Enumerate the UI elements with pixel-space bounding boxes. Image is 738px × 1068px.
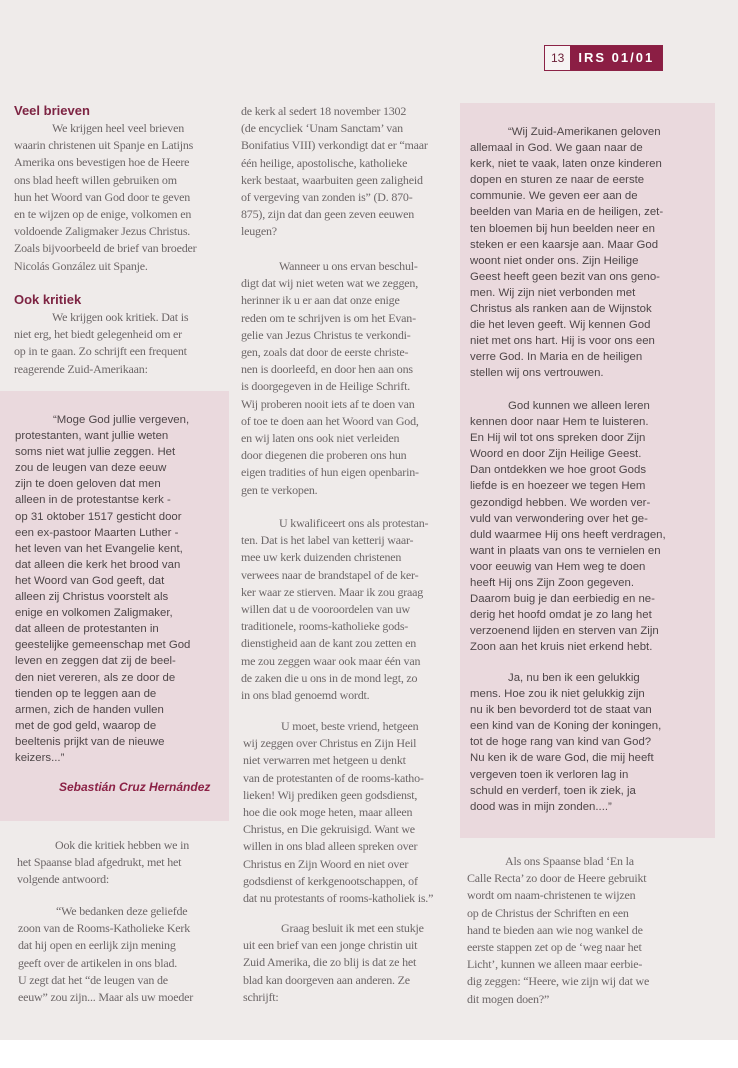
text-line: het Spaanse blad afgedrukt, met het: [17, 855, 182, 870]
text-line: “We bedanken deze geliefde: [56, 904, 188, 918]
text-line: Christus als ranken aan de Wijnstok: [470, 303, 652, 316]
text-line: “Wij Zuid-Amerikanen geloven: [508, 126, 661, 138]
text-line: armen, zich de handen vullen: [15, 703, 164, 716]
letter-quote: [470, 670, 661, 815]
text-line: heeft Hij ons Zijn Zoon gegeven.: [470, 577, 634, 590]
text-line: “Moge God jullie vergeven,: [53, 414, 190, 426]
text-line: ker waar ze stierven. Maar ik zou graag: [241, 584, 424, 599]
text-line: kerk, niet te vaak, laten onze kinderen: [470, 158, 662, 171]
text-line: mens. Hoe zou ik niet gelukkig zijn: [470, 688, 645, 701]
text-line: gezondigd hebben. We worden ver-: [470, 496, 651, 509]
text-line: Als ons Spaanse blad ‘En la: [505, 854, 634, 868]
text-line: waarin christenen uit Spanje en Latijns: [14, 138, 194, 153]
text-line: allemaal in God. We gaan naar de: [470, 142, 643, 155]
text-line: dopen en sturen ze naar de eerste: [470, 174, 645, 187]
text-line: want in plaats van ons te vernielen en: [470, 544, 661, 557]
text-line: kerk bestaat, waarbuiten geen zaligheid: [241, 172, 423, 187]
text-line: één heilige, apostolische, katholieke: [241, 155, 408, 170]
text-line: Dan ontdekken we hoe groot Gods: [470, 464, 647, 477]
text-line: op in te gaan. Zo schrijft een frequent: [14, 344, 187, 359]
text-line: U moet, beste vriend, hetgeen: [281, 719, 419, 733]
text-line: me zou zeggen waar ook maar één van: [241, 653, 421, 668]
letter-quote: [470, 398, 666, 656]
text-line: U zegt dat het “de leugen van de: [18, 972, 168, 987]
text-line: of vergeving van zonden is” (D. 870-: [241, 190, 413, 205]
text-line: woont niet onder ons. Zijn Heilige: [470, 254, 639, 267]
text-line: Woord en door Zijn Heilige Geest.: [470, 448, 642, 461]
text-line: protestanten, want jullie weten: [15, 430, 169, 443]
text-line: Amerika ons bevestigen hoe de Heere: [14, 155, 190, 170]
text-line: een ex-pastoor Maarten Luther -: [15, 526, 179, 539]
paragraph: [243, 920, 424, 1006]
text-line: zou de leugen van deze eeuw: [15, 462, 167, 475]
text-line: in ons blad genoemd wordt.: [241, 688, 370, 703]
text-line: keizers...”: [15, 751, 65, 764]
text-line: tienden op te leggen aan de: [15, 687, 157, 700]
text-line: gen, zoals dat door de eerste christe-: [241, 345, 409, 360]
text-line: We krijgen heel veel brieven: [52, 121, 185, 135]
letter-quote: [470, 124, 663, 382]
text-line: wordt om naam-christenen te wijzen: [467, 888, 636, 903]
text-line: schrijft:: [243, 989, 279, 1004]
text-line: eerste stappen zet op de ‘weg naar het: [467, 940, 642, 955]
text-line: Licht’, kunnen we alleen maar eerbie-: [467, 957, 643, 972]
page-number: 13: [545, 46, 570, 70]
text-line: Geest heeft geen bezit van ons geno-: [470, 270, 660, 283]
text-line: communie. We geven eer aan de: [470, 190, 638, 203]
text-line: volgende antwoord:: [17, 872, 110, 887]
text-line: U kwalificeert ons als protestan-: [279, 516, 429, 530]
text-line: Graag besluit ik met een stukje: [281, 921, 424, 935]
text-line: enige en volkomen Zaligmaker,: [15, 607, 173, 620]
text-line: niet verwarren met hetgeen u denkt: [243, 753, 406, 768]
text-line: reagerende Zuid-Amerikaan:: [14, 361, 148, 376]
text-line: God kunnen we alleen leren: [508, 400, 650, 412]
heading-veel-brieven: Veel brieven: [14, 103, 90, 118]
text-line: reden om te schrijven is om het Evan-: [241, 310, 416, 325]
text-line: de zaken die u ons in de mond legt, zo: [241, 670, 418, 685]
text-line: Ook die kritiek hebben we in: [55, 838, 190, 852]
text-line: mee uw kerk duizenden christenen: [241, 550, 402, 565]
text-line: Christus, en Die gekruisigd. Want we: [243, 822, 415, 837]
text-line: steken er een kaarsje aan. Maar God: [470, 238, 659, 251]
text-line: men. Wij zijn niet verbonden met: [470, 286, 636, 299]
text-line: godsdienst of kerkgenootschappen, of: [243, 873, 418, 888]
text-line: zoon van de Rooms-Katholieke Kerk: [18, 921, 191, 936]
text-line: en wij laten ons ook niet verleiden: [241, 431, 400, 446]
text-line: lieken! Wij prediken geen godsdienst,: [243, 787, 418, 802]
paragraph: [241, 515, 428, 704]
text-line: met de god geld, waarop de: [15, 719, 157, 732]
text-line: vuld van verwondering over het ge-: [470, 512, 648, 525]
text-line: verzoenend lijden en sterven van Zijn: [470, 625, 659, 638]
text-line: alleen zij Christus voorstelt als: [15, 591, 169, 604]
text-line: een kind van de Koning der koningen,: [470, 720, 662, 733]
text-line: dig zeggen: “Heere, wie zijn wij dat we: [467, 974, 650, 989]
text-line: is doorgegeven in de Heilige Schrift.: [241, 379, 411, 394]
text-line: nu ik ben bevorderd tot de staat van: [470, 704, 652, 717]
text-line: de kerk al sedert 18 november 1302: [241, 104, 407, 118]
text-line: digt dat wij niet weten wat we zeggen,: [241, 276, 419, 291]
text-line: dienstigheid aan de kant zou zetten en: [241, 636, 416, 651]
text-line: traditionele, rooms-katholieke gods-: [241, 619, 409, 634]
text-line: uit een brief van een jonge christin uit: [243, 938, 418, 953]
text-line: ten bloemen bij hun beelden neer en: [470, 222, 655, 235]
text-line: blad kan doorgeven aan anderen. Ze: [243, 972, 410, 987]
text-line: (de encycliek ‘Unam Sanctam’ van: [241, 121, 403, 136]
text-line: eigen tradities of hun eigen openbarin-: [241, 465, 419, 480]
text-line: dat hij open en eerlijk zijn mening: [18, 938, 176, 953]
text-line: geeft over de artikelen in ons blad.: [18, 955, 178, 970]
text-line: herinner ik u er aan dat onze enige: [241, 293, 400, 308]
text-line: en te wijzen op de enige, volkomen en: [14, 207, 192, 222]
heading-ook-kritiek: Ook kritiek: [14, 292, 82, 307]
reader-quote: [15, 412, 190, 766]
text-line: beeltenis prijkt van de nieuwe: [15, 735, 165, 748]
text-line: tot de hoge rang van kind van God?: [470, 736, 652, 749]
text-line: het leven van het Evangelie kent,: [15, 542, 183, 555]
text-line: hand te bieden aan wie nog wankel de: [467, 922, 643, 937]
text-line: leugen?: [241, 224, 277, 239]
text-line: Zoon aan het kruis niet erkend hebt.: [470, 641, 653, 654]
text-line: kennen door naar Hem te luisteren.: [470, 416, 649, 429]
paragraph: [18, 903, 193, 1006]
text-line: voor eeuwig van Hem weg te doen: [470, 560, 646, 573]
text-line: eeuw” zou zijn... Maar als uw moeder: [18, 990, 194, 1005]
signature: Sebastián Cruz Hernández: [59, 780, 211, 794]
text-line: wij zeggen over Christus en Zijn Heil: [243, 736, 417, 751]
text-line: gen te verkopen.: [241, 482, 318, 497]
text-line: den niet vereren, als ze door de: [15, 671, 176, 684]
text-line: die het leven geeft. Wij kennen God: [470, 319, 651, 332]
text-line: liefde is en hoezeer we tegen Hem: [470, 480, 646, 493]
text-line: stellen wij ons vertrouwen.: [470, 367, 604, 380]
text-line: op 31 oktober 1517 gesticht door: [15, 510, 182, 523]
text-line: dat alleen de protestanten in: [15, 623, 159, 636]
paragraph: [241, 258, 419, 499]
text-line: Bonifatius VIII) verkondigt dat er “maar: [241, 138, 428, 153]
text-line: ons blad heeft willen gebruiken om: [14, 172, 177, 187]
text-line: nen is doorleefd, en door hen aan ons: [241, 362, 413, 377]
text-line: willen in ons blad alleen spreken over: [243, 839, 418, 854]
issue-badge: [544, 45, 663, 71]
text-line: 875), zijn dat dan geen zeven eeuwen: [241, 207, 415, 222]
text-line: Nu ken ik de ware God, die mij heeft: [470, 752, 654, 765]
text-line: hun het Woord van God door te geven: [14, 189, 191, 204]
paragraph: [241, 103, 428, 241]
text-line: hoe die ook moge heten, maar alleen: [243, 805, 413, 820]
text-line: Ja, nu ben ik een gelukkig: [508, 672, 640, 684]
text-line: Daarom buig je dan eerbiedig en ne-: [470, 593, 655, 606]
text-line: beelden van Maria en de heiligen, zet-: [470, 206, 664, 219]
text-line: gelie van Jezus Christus te verkondi-: [241, 327, 411, 342]
text-line: niet erg, het biedt gelegenheid om er: [14, 327, 182, 342]
text-line: zijn te doen geloven dat men: [15, 478, 161, 491]
text-line: Zuid Amerika, die zo blij is dat ze het: [243, 955, 417, 970]
text-line: verwees naar de brandstapel of de ker-: [241, 567, 419, 582]
text-line: dood was in mijn zonden....”: [470, 800, 612, 813]
text-line: het Woord van God geeft, dat: [15, 574, 165, 587]
text-line: of toe te doen aan het Woord van God,: [241, 413, 419, 428]
issue-label: IRS 01/01: [570, 46, 662, 70]
text-line: geestelijke gemeenschap met God: [15, 639, 191, 652]
paragraph: [14, 120, 196, 275]
text-line: derig het hoofd omdat je zo lang het: [470, 609, 652, 622]
text-line: En Hij wil tot ons spreken door Zijn: [470, 432, 646, 445]
text-line: niet met ons hart. Hij is voor ons een: [470, 335, 655, 348]
text-line: willen dat u de vooroordelen van uw: [241, 602, 410, 617]
text-line: We krijgen ook kritiek. Dat is: [52, 310, 189, 324]
text-line: alleen in de protestantse kerk -: [15, 494, 171, 507]
text-line: schuld en verderf, toen ik ziek, ja: [470, 784, 636, 797]
text-line: op de Christus der Schriften en een: [467, 905, 629, 920]
text-line: dit mogen doen?”: [467, 991, 550, 1006]
text-line: Nicolás González uit Spanje.: [14, 258, 148, 273]
text-line: voldoende Zaligmaker Jezus Christus.: [14, 224, 191, 239]
text-line: ten. Dat is het label van ketterij waar-: [241, 533, 414, 548]
paragraph: [467, 853, 649, 1008]
text-line: verre God. In Maria en de heiligen: [470, 351, 643, 364]
paragraph: [17, 837, 189, 889]
text-line: duld waarmee Hij ons heeft verdragen,: [470, 528, 666, 541]
text-line: dat alleen die kerk het brood van: [15, 558, 181, 571]
text-line: Christus en Zijn Woord en niet over: [243, 856, 409, 871]
text-line: Zoals bijvoorbeeld de brief van broeder: [14, 241, 197, 256]
text-line: Wij proberen nooit iets af te doen van: [241, 396, 415, 411]
text-line: van de protestanten of de rooms-katho-: [243, 770, 424, 785]
paragraph: [243, 718, 433, 907]
text-line: door diegenen die proberen ons hun: [241, 448, 407, 463]
text-line: leven en zeggen dat zij de beel-: [15, 655, 176, 668]
text-line: Calle Recta’ zo door de Heere gebruikt: [467, 871, 647, 886]
text-line: soms niet wat jullie zeggen. Het: [15, 446, 176, 459]
text-line: Wanneer u ons ervan beschul-: [279, 259, 418, 273]
text-line: vergeven toen ik verloren lag in: [470, 768, 629, 781]
text-line: dat nu protestants of rooms-katholiek is.”: [243, 891, 434, 906]
paragraph: [14, 309, 188, 378]
